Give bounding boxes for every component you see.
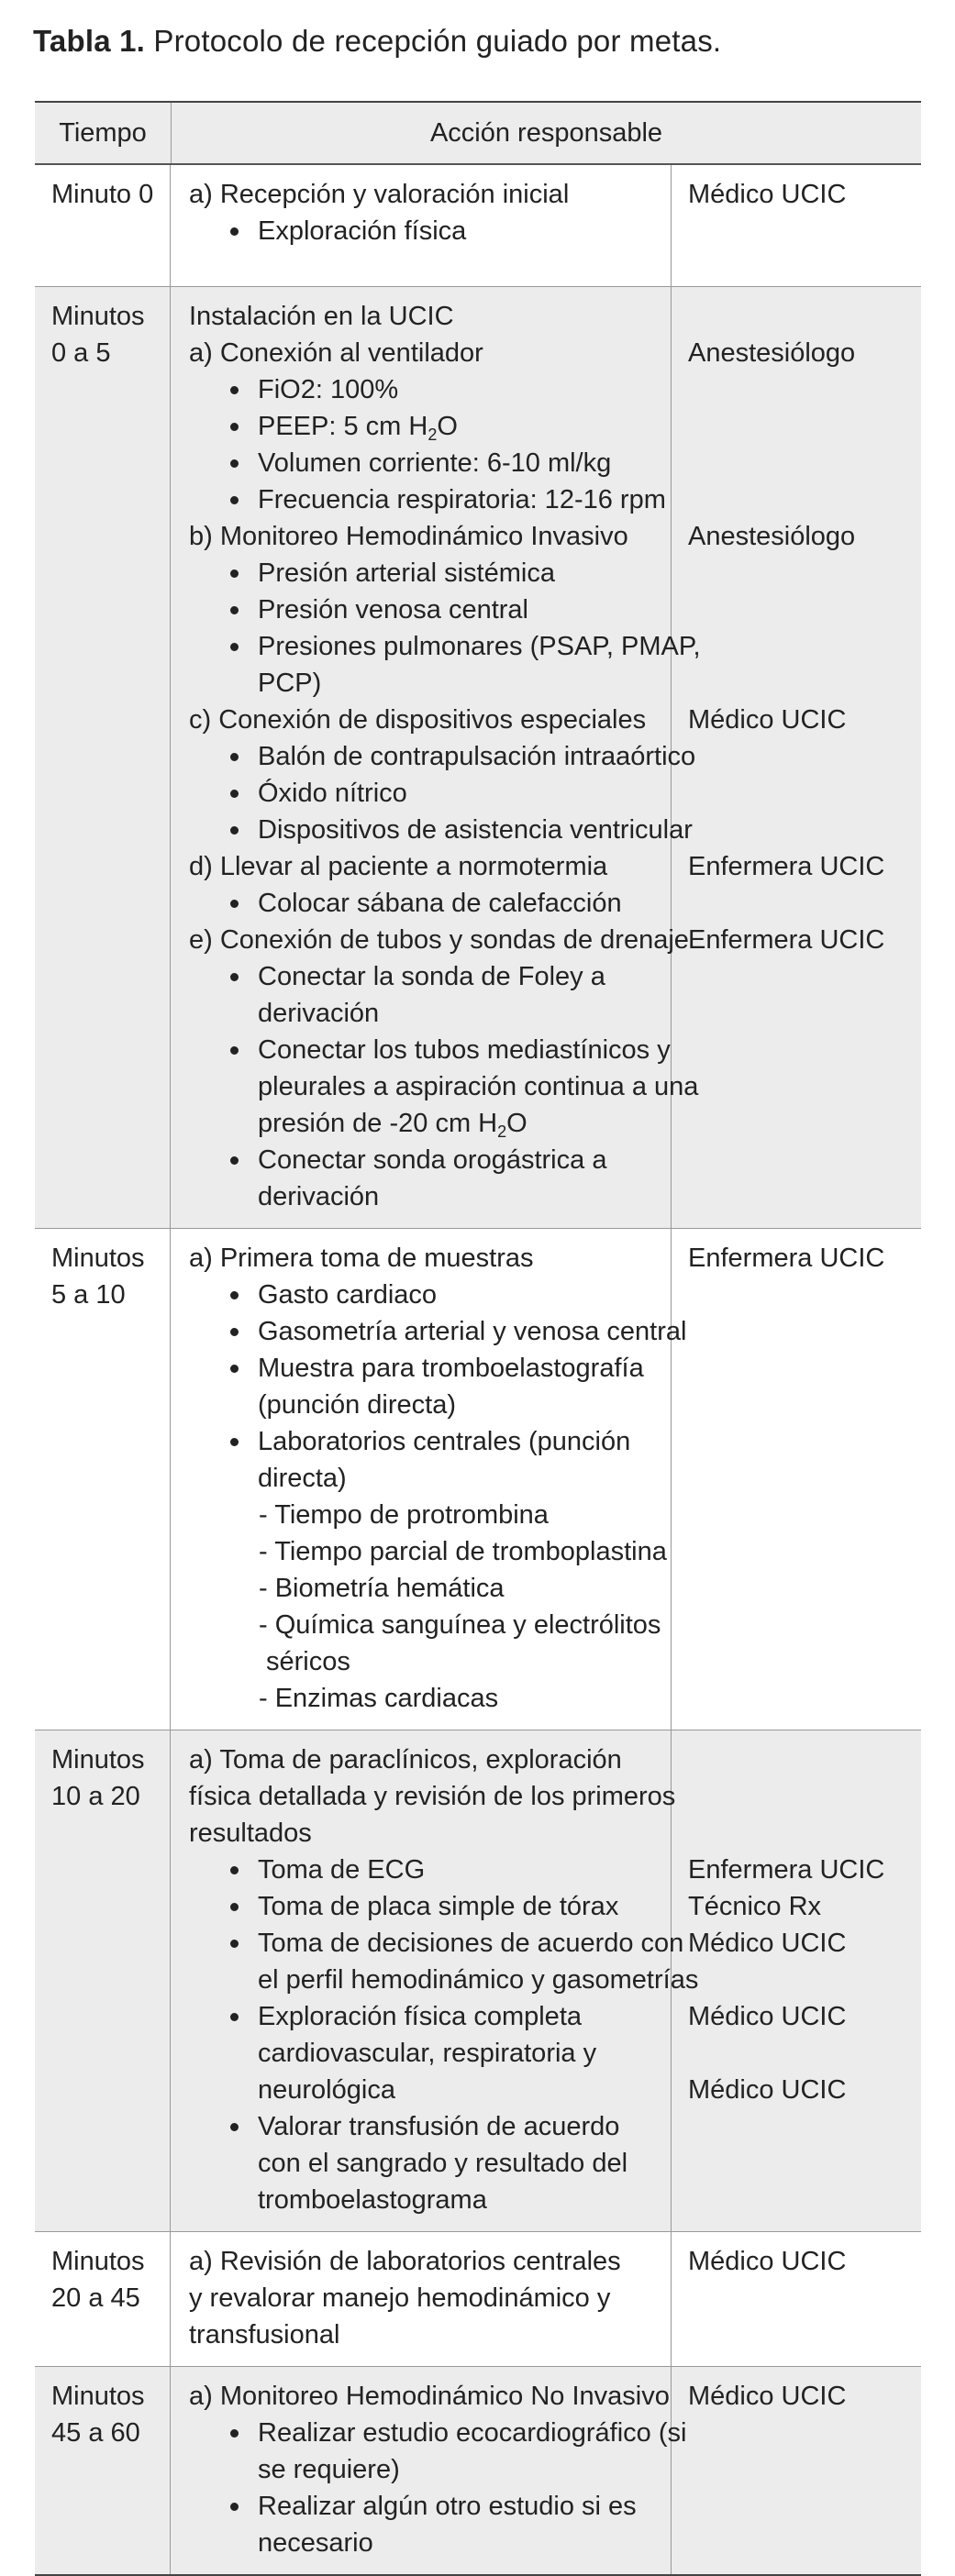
bullet-continuation: pleurales a aspiración continua a una <box>258 1072 699 1101</box>
protocol-table <box>35 101 921 2576</box>
action-text: y revalorar manejo hemodinámico y <box>189 2283 611 2313</box>
action-text: a) Revisión de laboratorios centrales <box>189 2247 621 2276</box>
responsible-text: Médico UCIC <box>688 1929 847 1958</box>
bullet-item: Gasometría arterial y venosa central <box>189 1313 671 1350</box>
action-cell <box>171 2232 672 2366</box>
responsible-cell <box>672 2367 921 2574</box>
bullet-item: Frecuencia respiratoria: 12-16 rpm <box>189 481 671 518</box>
responsible-text: Técnico Rx <box>688 1892 822 1921</box>
bullet-item: Muestra para tromboelastografía <box>189 1350 671 1387</box>
responsible-text <box>688 298 921 335</box>
action-cell <box>171 287 701 1228</box>
time-cell <box>35 165 171 286</box>
table-body <box>35 165 921 2576</box>
dash-item: - Biometría hemática <box>259 1574 505 1603</box>
action-cell <box>171 1730 699 2231</box>
action-text: Instalación en la UCIC <box>189 302 454 331</box>
time-text: 5 a 10 <box>51 1280 126 1310</box>
responsible-text: Enfermera UCIC <box>688 925 885 955</box>
responsible-text: Médico UCIC <box>688 2002 847 2031</box>
bullet-continuation: cardiovascular, respiratoria y <box>258 2039 597 2068</box>
responsible-cell <box>672 1229 921 1730</box>
responsible-text: Médico UCIC <box>688 2382 847 2411</box>
time-cell <box>35 2367 171 2574</box>
responsible-text: Anestesiólogo <box>688 522 856 551</box>
time-text: 20 a 45 <box>51 2283 140 2313</box>
bullet-continuation: se requiere) <box>258 2455 400 2484</box>
dash-continuation: séricos <box>266 1647 350 1676</box>
action-text: a) Primera toma de muestras <box>189 1244 534 1273</box>
table-row <box>35 2232 921 2367</box>
time-text: 10 a 20 <box>51 1782 140 1811</box>
bullet-item: Presiones pulmonares (PSAP, PMAP, <box>189 628 671 665</box>
dash-item: - Enzimas cardiacas <box>259 1684 499 1713</box>
responsible-text: Médico UCIC <box>688 180 847 209</box>
table-row <box>35 1229 921 1730</box>
action-text: c) Conexión de dispositivos especiales <box>189 705 647 735</box>
responsible-text: Anestesiólogo <box>688 338 856 368</box>
table-caption <box>33 24 721 59</box>
bullet-item: Conectar sonda orogástrica a <box>189 1142 671 1178</box>
responsible-cell <box>672 1730 921 2231</box>
dash-item: - Tiempo de protrombina <box>259 1500 549 1530</box>
bullet-continuation: tromboelastograma <box>258 2185 487 2215</box>
time-text: Minutos <box>51 302 145 331</box>
time-text: 0 a 5 <box>51 338 111 368</box>
responsible-text <box>688 371 921 408</box>
responsible-text <box>688 445 921 481</box>
action-text: física detallada y revisión de los primeros <box>189 1782 676 1811</box>
time-text: Minutos <box>51 1244 145 1273</box>
responsible-text <box>688 1815 921 1852</box>
responsible-text <box>688 249 921 286</box>
bullet-continuation: derivación <box>258 999 380 1028</box>
responsible-text: Enfermera UCIC <box>688 1244 885 1273</box>
bullet-item: Exploración física <box>189 213 671 249</box>
bullet-continuation: derivación <box>258 1182 380 1211</box>
responsible-text <box>688 591 921 628</box>
bullet-continuation: con el sangrado y resultado del <box>258 2149 628 2178</box>
bullet-item: PEEP: 5 cm $H_2O$ <box>189 408 671 445</box>
action-text: a) Recepción y valoración inicial <box>189 180 570 209</box>
time-cell <box>35 287 171 1228</box>
action-text: d) Llevar al paciente a normotermia <box>189 852 608 881</box>
action-text: transfusional <box>189 2320 340 2349</box>
time-cell <box>35 1229 171 1730</box>
bullet-item: Óxido nítrico <box>189 775 671 812</box>
action-text: b) Monitoreo Hemodinámico Invasivo <box>189 522 628 551</box>
time-cell <box>35 2232 171 2366</box>
responsible-cell <box>672 165 921 286</box>
responsible-text <box>688 1741 921 1778</box>
responsible-cell <box>672 2232 921 2366</box>
bullet-item: Valorar transfusión de acuerdo <box>189 2108 671 2145</box>
bullet-item: Laboratorios centrales (punción <box>189 1423 671 1460</box>
responsible-text: Enfermera UCIC <box>688 852 885 881</box>
bullet-continuation: (punción directa) <box>258 1390 456 1420</box>
bullet-item: Toma de ECG <box>189 1852 671 1888</box>
time-text: Minuto 0 <box>51 180 154 209</box>
bullet-item: Exploración física completa <box>189 1998 671 2035</box>
bullet-item: Gasto cardiaco <box>189 1277 671 1313</box>
responsible-text <box>688 775 921 812</box>
bullet-item: Conectar la sonda de Foley a <box>189 958 671 995</box>
bullet-item: Realizar algún otro estudio si es <box>189 2488 671 2525</box>
bullet-continuation: neurológica <box>258 2075 395 2105</box>
time-text: Minutos <box>51 2382 145 2411</box>
table-row <box>35 1730 921 2232</box>
responsible-text <box>688 812 921 848</box>
bullet-continuation: PCP) <box>258 669 322 698</box>
bullet-item: Toma de decisiones de acuerdo con <box>189 1925 671 1962</box>
time-cell <box>35 1730 171 2231</box>
responsible-text <box>688 213 921 249</box>
responsible-text <box>688 885 921 922</box>
bullet-item: Presión arterial sistémica <box>189 555 671 591</box>
responsible-cell <box>672 287 921 1228</box>
action-text: a) Monitoreo Hemodinámico No Invasivo <box>189 2382 670 2411</box>
time-text: Minutos <box>51 1745 145 1774</box>
header-action: Acción responsable <box>429 118 663 148</box>
bullet-item: Volumen corriente: 6-10 ml/kg <box>189 445 671 481</box>
bullet-item: Conectar los tubos mediastínicos y <box>189 1032 671 1068</box>
action-text: a) Conexión al ventilador <box>189 338 483 368</box>
table-row <box>35 287 921 1229</box>
responsible-text <box>688 1962 921 1998</box>
responsible-text <box>688 628 921 665</box>
header-time: Tiempo <box>35 103 172 163</box>
bullet-item: Colocar sábana de calefacción <box>189 885 671 922</box>
responsible-text <box>688 2035 921 2072</box>
action-text: e) Conexión de tubos y sondas de drenaje <box>189 925 689 955</box>
responsible-text <box>688 408 921 445</box>
time-text: Minutos <box>51 2247 145 2276</box>
responsible-text <box>688 665 921 702</box>
responsible-text: Enfermera UCIC <box>688 1855 885 1885</box>
responsible-text <box>688 481 921 518</box>
bullet-continuation: presión de -20 cm $H_2O$ <box>258 1109 527 1141</box>
bullet-item: Presión venosa central <box>189 591 671 628</box>
dash-item: - Tiempo parcial de tromboplastina <box>259 1537 667 1566</box>
bullet-item: Dispositivos de asistencia ventricular <box>189 812 671 848</box>
table-row <box>35 165 921 287</box>
action-text: resultados <box>189 1819 312 1848</box>
responsible-text <box>688 738 921 775</box>
action-cell <box>171 2367 687 2574</box>
action-cell <box>171 165 672 286</box>
action-text: a) Toma de paraclínicos, exploración <box>189 1745 622 1774</box>
dash-item: - Química sanguínea y electrólitos <box>259 1610 661 1640</box>
responsible-text: Médico UCIC <box>688 2075 847 2105</box>
bullet-item: Toma de placa simple de tórax <box>189 1888 671 1925</box>
responsible-text: Médico UCIC <box>688 2247 847 2276</box>
table-row <box>35 2367 921 2576</box>
bullet-continuation: necesario <box>258 2528 373 2558</box>
time-text: 45 a 60 <box>51 2418 140 2448</box>
action-cell <box>171 1229 687 1730</box>
table-header <box>35 101 921 165</box>
bullet-item: Balón de contrapulsación intraaórtico <box>189 738 671 775</box>
responsible-text: Médico UCIC <box>688 705 847 735</box>
bullet-continuation: el perfil hemodinámico y gasometrías <box>258 1965 699 1995</box>
caption-text: Protocolo de recepción guiado por metas. <box>145 24 722 58</box>
bullet-item: FiO2: 100% <box>189 371 671 408</box>
bullet-item: Realizar estudio ecocardiográfico (si <box>189 2415 671 2451</box>
responsible-text <box>688 1778 921 1815</box>
bullet-continuation: directa) <box>258 1464 347 1493</box>
responsible-text <box>688 555 921 591</box>
caption-label: Tabla 1. <box>33 24 146 58</box>
